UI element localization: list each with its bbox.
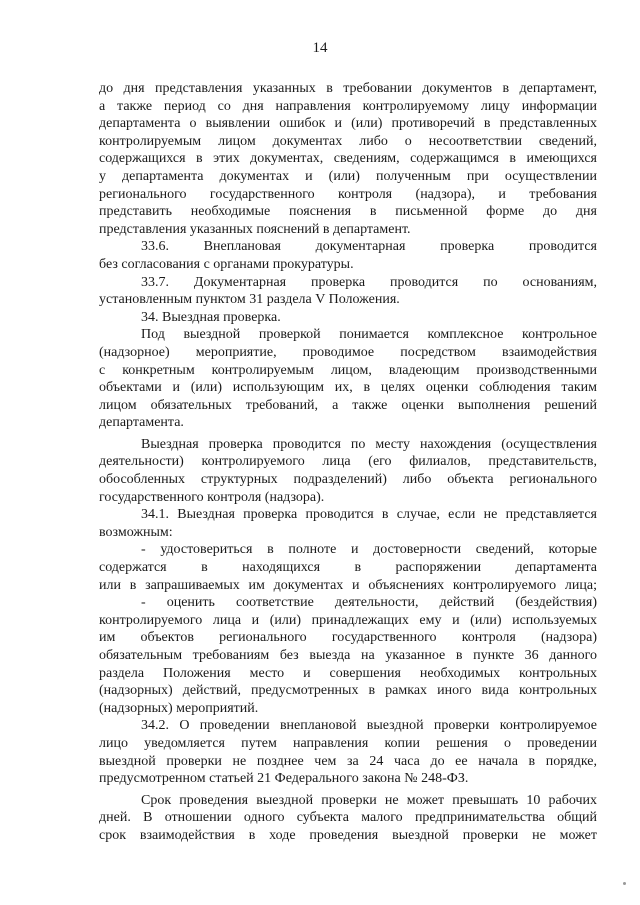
- text-line: (надзорных) действий, предусмотренных в рамках иного вида контрольных: [99, 683, 597, 699]
- text-line: представить необходимые пояснения в письменной форме до дня: [99, 204, 597, 220]
- text-line: лицом обязательных требований, а также оценки выполнения решений: [99, 397, 597, 413]
- text-line: контролируемого лица и (или) принадлежащих ему и (или) используемых: [99, 612, 597, 628]
- text-line: 33.7. Документарная проверка проводится по основаниям,: [141, 274, 597, 290]
- text-line: с конкретным контролируемым лицом, владеющим производственными: [99, 362, 597, 378]
- text-line: возможным:: [99, 524, 173, 540]
- text-line: контролируемым лицом документах либо о несоответствии сведений,: [99, 133, 597, 149]
- text-line: у департамента документах и (или) полученным при осуществлении: [99, 168, 597, 184]
- text-line: - оценить соответствие деятельности, действий (бездействия): [141, 595, 597, 611]
- text-line: обособленных структурных подразделений) либо объекта регионального: [99, 472, 597, 488]
- text-line: 34. Выездная проверка.: [141, 309, 281, 325]
- text-line: представления указанных пояснений в департамент.: [99, 221, 411, 237]
- text-line: - удостовериться в полноте и достоверности сведений, которые: [141, 542, 597, 558]
- text-line: департамента.: [99, 415, 184, 431]
- text-line: раздела Положения место и совершения необходимых контрольных: [99, 665, 597, 681]
- text-line: установленным пунктом 31 раздела V Положения.: [99, 292, 400, 308]
- page-number: 14: [312, 40, 328, 56]
- text-line: регионального государственного контроля (надзора), и требования: [99, 186, 597, 202]
- text-line: департамента о выявлении ошибок и (или) противоречий в представленных: [99, 116, 597, 132]
- body-text: [99, 80, 597, 845]
- text-line: срок взаимодействия в ходе проведения выездной проверки не может: [99, 827, 597, 843]
- text-line: (надзорное) мероприятие, проводимое посредством взаимодействия: [99, 344, 597, 360]
- text-line: им объектов регионального государственного контроля (надзора): [99, 630, 597, 646]
- text-line: содержатся в находящихся в распоряжении департамента: [99, 560, 597, 576]
- text-line: лицо уведомляется путем направления копии решения о проведении: [99, 735, 597, 751]
- text-line: объектами и (или) использующим их, в целях оценки соблюдения таким: [99, 380, 597, 396]
- text-line: Под выездной проверкой понимается комплексное контрольное: [141, 327, 597, 343]
- text-line: выездной проверки не позднее чем за 24 часа до ее начала в порядке,: [99, 753, 597, 769]
- text-line: Выездная проверка проводится по месту нахождения (осуществления: [141, 436, 597, 452]
- text-line: а также период со дня направления контролируемому лицу информации: [99, 98, 597, 114]
- text-line: до дня представления указанных в требовании документов в департамент,: [99, 81, 597, 96]
- text-line: 34.1. Выездная проверка проводится в случае, если не представляется: [141, 507, 597, 523]
- text-line: государственного контроля (надзора).: [99, 489, 325, 505]
- text-line: содержащихся в этих документах, сведениям, содержащимся в имеющихся: [99, 151, 597, 167]
- text-line: деятельности) контролируемого лица (его филиалов, представительств,: [99, 454, 597, 470]
- text-line: 34.2. О проведении внеплановой выездной проверки контролируемое: [141, 718, 597, 734]
- text-line: или в запрашиваемых им документах и объяснениях контролируемого лица;: [99, 577, 597, 593]
- text-line: Срок проведения выездной проверки не может превышать 10 рабочих: [141, 792, 597, 808]
- text-line: предусмотренном статьей 21 Федерального закона № 248-ФЗ.: [99, 771, 469, 787]
- text-line: обязательным требованиям без выезда на указанное в пункте 36 данного: [99, 648, 597, 663]
- text-line: без согласования с органами прокуратуры.: [99, 256, 354, 272]
- text-line: (надзорных) мероприятий.: [99, 700, 259, 716]
- scan-speck: [623, 882, 626, 885]
- text-line: 33.6. Внеплановая документарная проверка проводится: [141, 239, 597, 255]
- text-line: дней. В отношении одного субъекта малого предпринимательства общий: [99, 810, 597, 826]
